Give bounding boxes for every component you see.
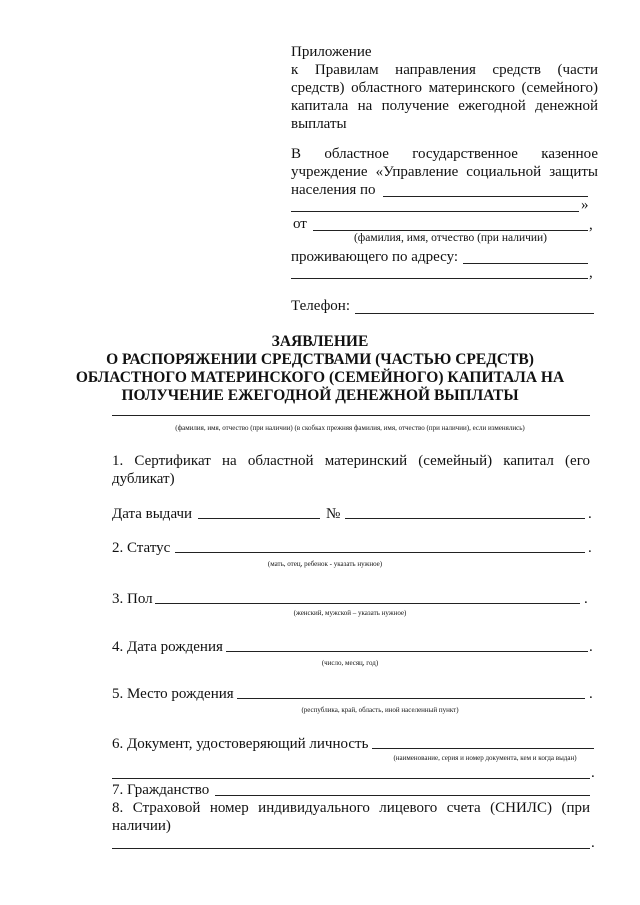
dot: . [591,835,595,851]
appendix-line: к Правилам направления средств (части [291,62,598,78]
sex-hint: (женский, мужской – указать нужное) [293,609,407,617]
id-doc-label: 6. Документ, удостоверяющий личность [112,736,369,752]
department-field-cont[interactable] [291,211,579,212]
id-doc-field[interactable] [372,748,594,749]
address-field-cont[interactable] [291,278,588,279]
applicant-name-field[interactable] [112,415,590,416]
appendix-line: выплаты [291,116,347,132]
dot: . [588,540,592,556]
birth-place-label: 5. Место рождения [112,686,234,702]
issue-date-field[interactable] [198,518,320,519]
from-label: от [293,216,307,232]
addressee-line: населения по [291,182,376,198]
dot: . [588,506,592,522]
birth-date-label: 4. Дата рождения [112,639,223,655]
id-doc-hint: (наименование, серия и номер документа, кем и когда выдан) [393,754,577,762]
address-field[interactable] [463,263,588,264]
snils-label: 8. Страховой номер индивидуального лицевого счета (СНИЛС) (при [112,800,590,816]
id-doc-field-cont[interactable] [112,778,590,779]
department-field[interactable] [383,196,588,197]
dot: . [589,639,593,655]
comma: , [589,217,593,233]
certificate-number-field[interactable] [345,518,585,519]
quote-mark: » [581,197,589,213]
fio-hint: (фамилия, имя, отчество (при наличии) [353,232,548,244]
phone-label: Телефон: [291,298,350,314]
appendix-title: Приложение [291,44,372,60]
number-sign: № [326,506,341,522]
title-line: ЗАЯВЛЕНИЕ [271,333,369,350]
status-label: 2. Статус [112,540,171,556]
birth-place-field[interactable] [237,698,585,699]
addressee-line: учреждение «Управление социальной защиты [291,164,598,180]
status-field[interactable] [175,552,585,553]
title-line: ПОЛУЧЕНИЕ ЕЖЕГОДНОЙ ДЕНЕЖНОЙ ВЫПЛАТЫ [121,387,519,404]
phone-field[interactable] [355,313,594,314]
birth-date-hint: (число, месяц, год) [321,659,379,667]
appendix-line: капитала на получение ежегодной денежной [291,98,598,114]
citizenship-field[interactable] [215,795,590,796]
snils-field[interactable] [112,848,590,849]
dot: . [589,686,593,702]
citizenship-label: 7. Гражданство [112,782,210,798]
applicant-hint: (фамилия, имя, отчество (при наличии) (в скобках прежняя фамилия, имя, отчество (при наличии), если изменялись) [175,424,525,432]
item-certificate: 1. Сертификат на областной материнский (семейный) капитал (его [112,453,590,469]
sex-label: 3. Пол [112,591,153,607]
title-line: О РАСПОРЯЖЕНИИ СРЕДСТВАМИ (ЧАСТЬЮ СРЕДСТВ) [106,351,534,368]
comma: , [589,265,593,281]
item-certificate-cont: дубликат) [112,471,175,487]
sex-field[interactable] [155,603,580,604]
dot: . [584,591,588,607]
dot: . [591,765,595,781]
residing-label: проживающего по адресу: [291,249,459,265]
issue-date-label: Дата выдачи [112,506,193,522]
title-line: ОБЛАСТНОГО МАТЕРИНСКОГО (СЕМЕЙНОГО) КАПИТАЛА НА [75,369,565,386]
birth-place-hint: (республика, край, область, иной населенный пункт) [301,706,459,714]
appendix-line: средств) областного материнского (семейного) [291,80,598,96]
applicant-fio-field[interactable] [313,230,588,231]
birth-date-field[interactable] [226,651,588,652]
status-hint: (мать, отец, ребенок - указать нужное) [267,560,383,568]
snils-label-cont: наличии) [112,818,171,834]
addressee-line: В областное государственное казенное [291,146,598,162]
